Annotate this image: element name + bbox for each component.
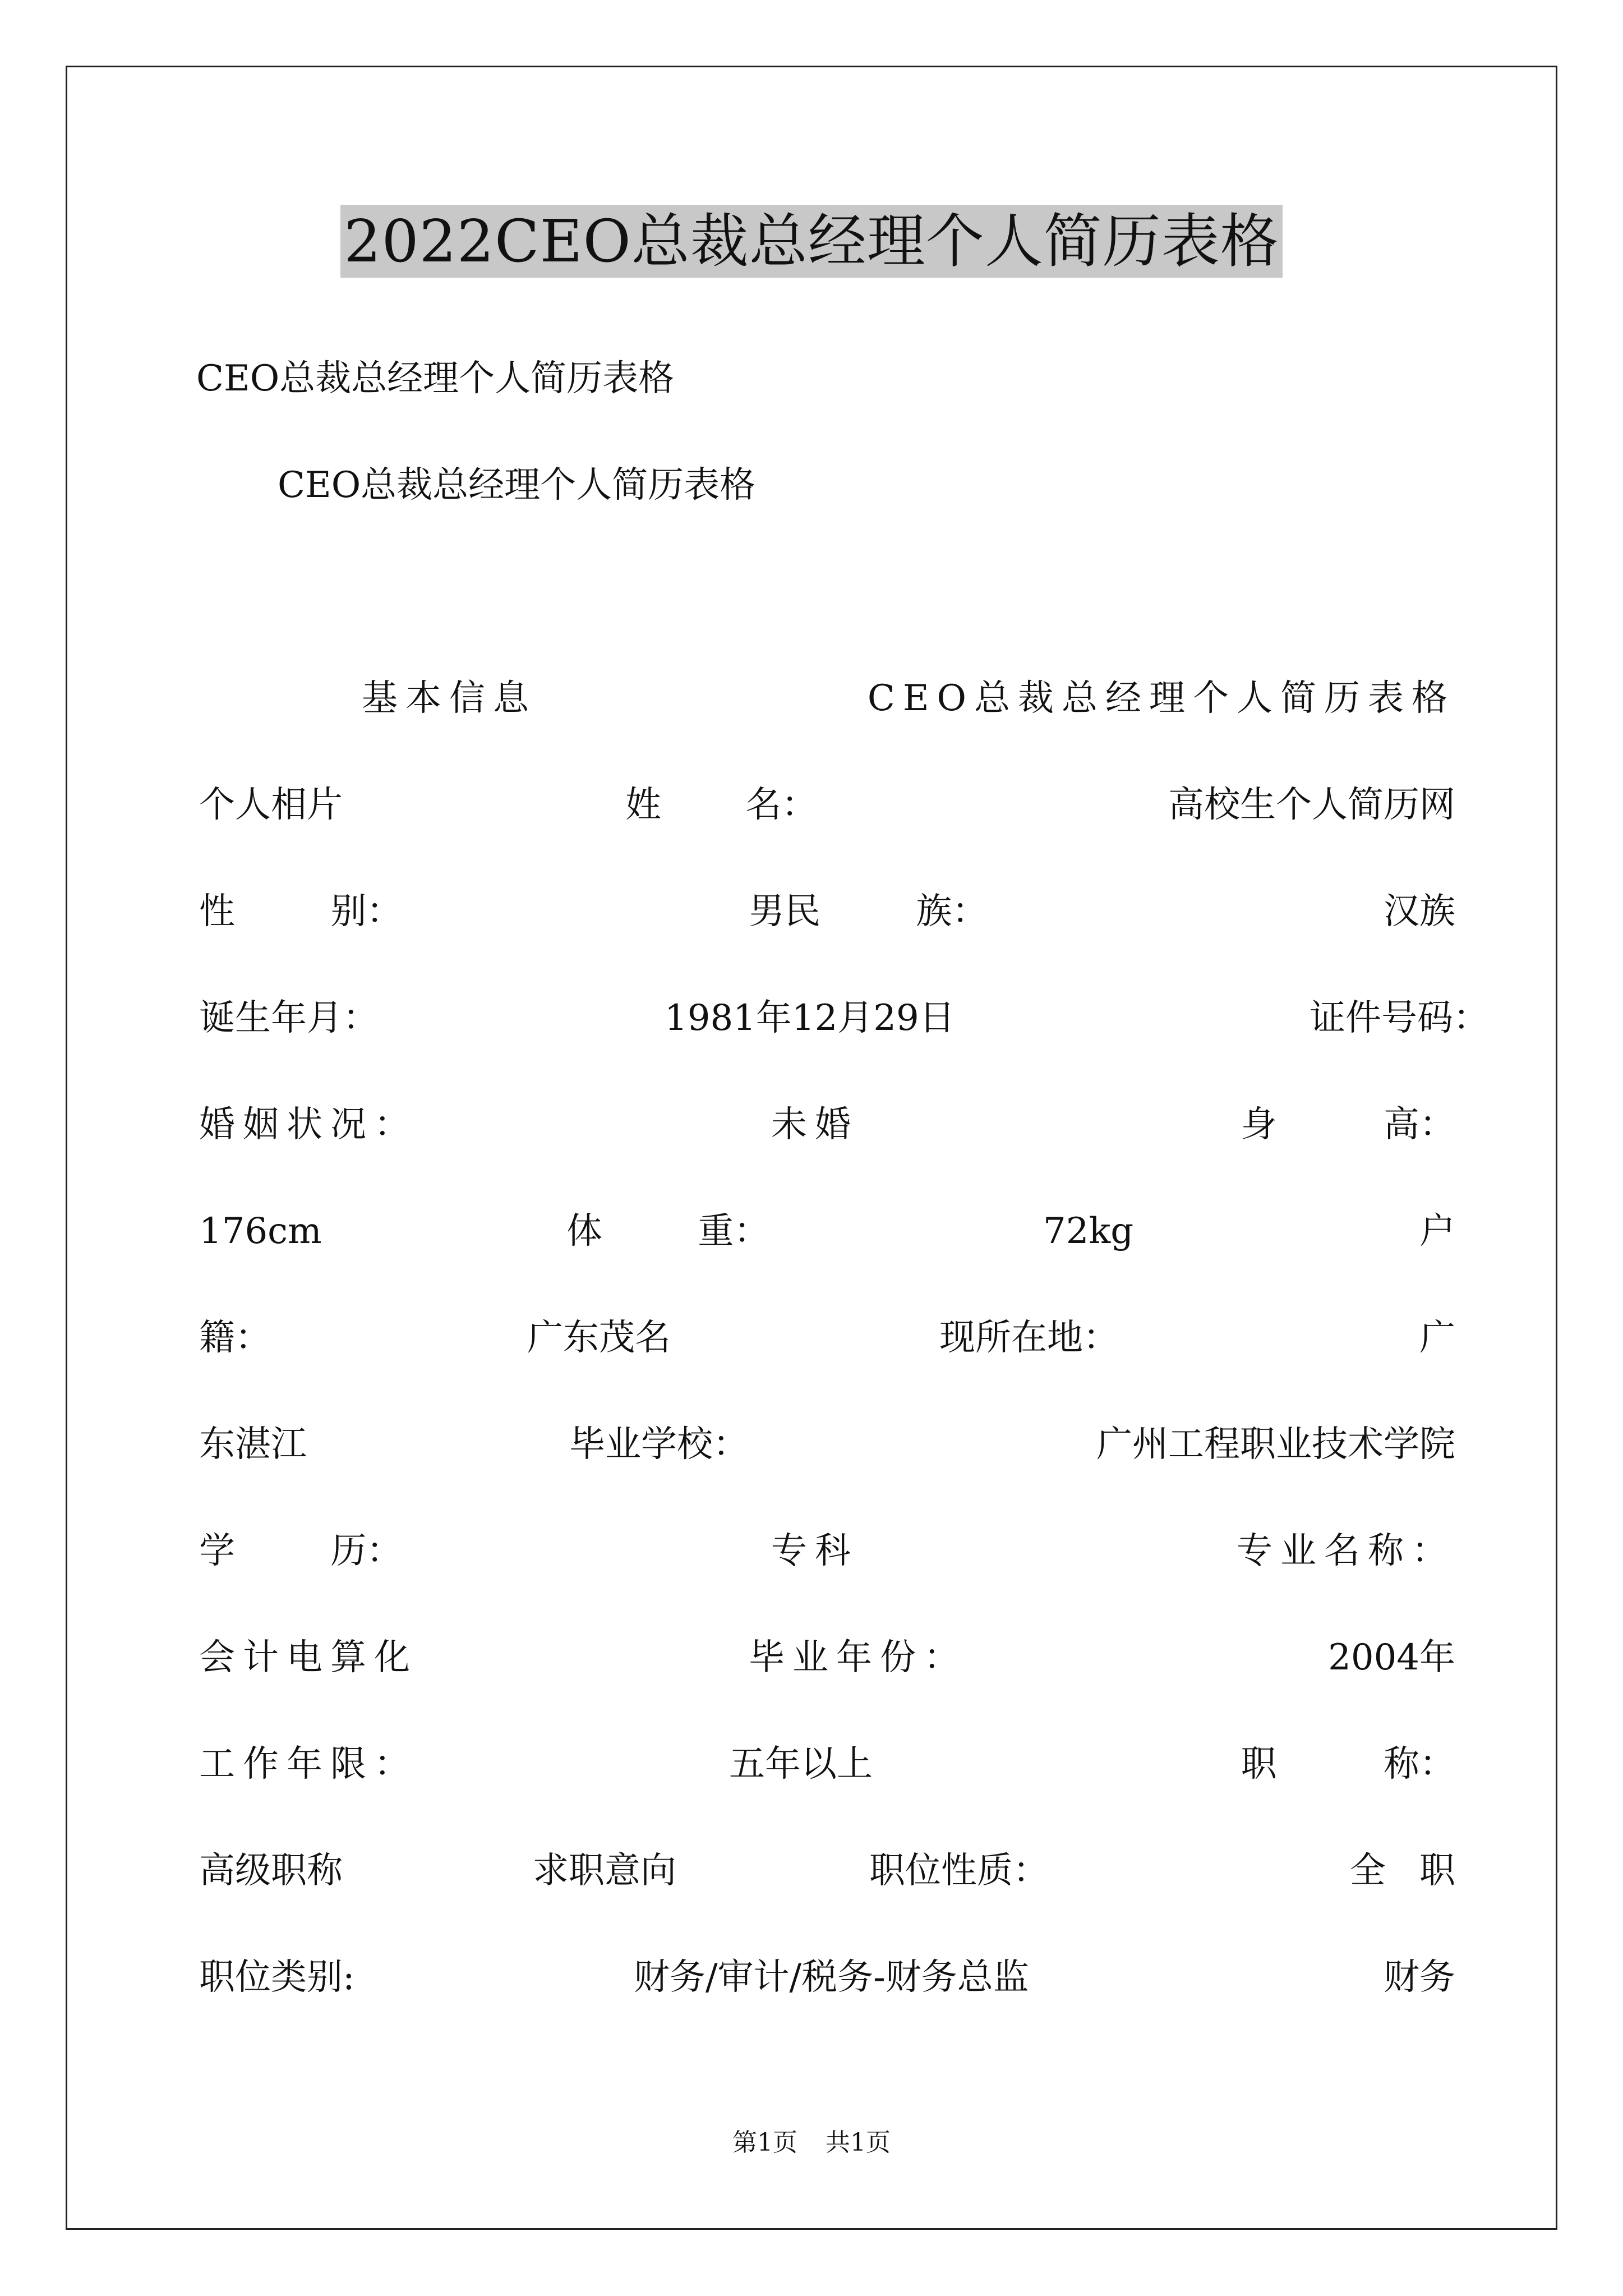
hukou-value: 广东茂名 bbox=[527, 1317, 671, 1359]
location-value-start: 广 bbox=[1419, 1317, 1455, 1359]
section-label-basic-info: 基本信息 bbox=[362, 678, 537, 719]
weight-label: 体 重： bbox=[566, 1211, 770, 1252]
info-row bbox=[199, 673, 1455, 724]
major-value: 会计电算化 bbox=[199, 1637, 418, 1678]
marital-value: 未婚 bbox=[771, 1104, 859, 1145]
info-row bbox=[199, 886, 1455, 937]
name-value: 高校生个人简历网 bbox=[1168, 784, 1455, 826]
work-years-label: 工作年限： bbox=[199, 1743, 418, 1785]
hukou-label-end: 籍： bbox=[199, 1317, 271, 1359]
work-years-value: 五年以上 bbox=[729, 1743, 873, 1785]
title-value: 高级职称 bbox=[199, 1850, 343, 1892]
page-total: 共1页 bbox=[826, 2128, 891, 2157]
location-label: 现所在地： bbox=[939, 1317, 1119, 1359]
info-row bbox=[199, 1099, 1455, 1150]
id-number-label: 证件号码： bbox=[1310, 997, 1489, 1039]
subtitle-2: CEO总裁总经理个人简历表格 bbox=[278, 464, 756, 506]
graduation-year-label: 毕业年份： bbox=[749, 1637, 967, 1678]
title-container bbox=[0, 205, 1623, 278]
page-number: 第1页 bbox=[732, 2128, 797, 2157]
marital-label: 婚姻状况： bbox=[199, 1104, 418, 1145]
education-label: 学 历： bbox=[199, 1530, 403, 1572]
info-row bbox=[199, 1632, 1455, 1683]
school-label: 毕业学校： bbox=[569, 1424, 749, 1465]
job-type-label: 职位性质： bbox=[869, 1850, 1049, 1892]
info-row bbox=[199, 1739, 1455, 1789]
info-row bbox=[199, 1313, 1455, 1363]
major-label: 专业名称： bbox=[1237, 1530, 1455, 1572]
info-row bbox=[199, 993, 1489, 1043]
job-category-tail: 财务 bbox=[1384, 1957, 1455, 1998]
name-label: 姓 名： bbox=[625, 784, 818, 826]
page-footer bbox=[0, 2126, 1623, 2160]
page-title: 2022CEO总裁总经理个人简历表格 bbox=[340, 205, 1282, 278]
info-row bbox=[199, 780, 1455, 830]
info-row bbox=[199, 1952, 1455, 2003]
job-category-label: 职位类别: bbox=[199, 1957, 355, 1998]
ethnicity-value: 汉族 bbox=[1384, 891, 1455, 932]
location-value-end: 东湛江 bbox=[199, 1424, 307, 1465]
section-heading: CEO总裁总经理个人简历表格 bbox=[867, 678, 1455, 719]
info-row bbox=[199, 1846, 1455, 1896]
height-label: 身 高： bbox=[1241, 1104, 1455, 1145]
weight-value: 72kg bbox=[1043, 1211, 1134, 1252]
school-value: 广州工程职业技术学院 bbox=[1096, 1424, 1455, 1465]
gender-label: 性 别： bbox=[199, 891, 403, 932]
job-intention-label: 求职意向 bbox=[533, 1850, 676, 1892]
gender-ethnicity: 男民 族： bbox=[749, 891, 988, 932]
graduation-year-value: 2004年 bbox=[1328, 1637, 1455, 1678]
birth-value: 1981年12月29日 bbox=[665, 997, 955, 1039]
photo-label: 个人相片 bbox=[199, 784, 343, 826]
hukou-label-start: 户 bbox=[1419, 1211, 1455, 1252]
job-category-value: 财务/审计/税务-财务总监 bbox=[634, 1957, 1029, 1998]
job-type-value: 全 职 bbox=[1349, 1850, 1455, 1892]
birth-label: 诞生年月： bbox=[199, 997, 379, 1039]
subtitle-1: CEO总裁总经理个人简历表格 bbox=[196, 358, 675, 399]
info-row bbox=[199, 1526, 1455, 1576]
title-label: 职 称： bbox=[1241, 1743, 1455, 1785]
education-value: 专科 bbox=[771, 1530, 859, 1572]
height-value: 176cm bbox=[199, 1211, 322, 1252]
info-row bbox=[199, 1206, 1455, 1257]
info-row bbox=[199, 1419, 1455, 1470]
